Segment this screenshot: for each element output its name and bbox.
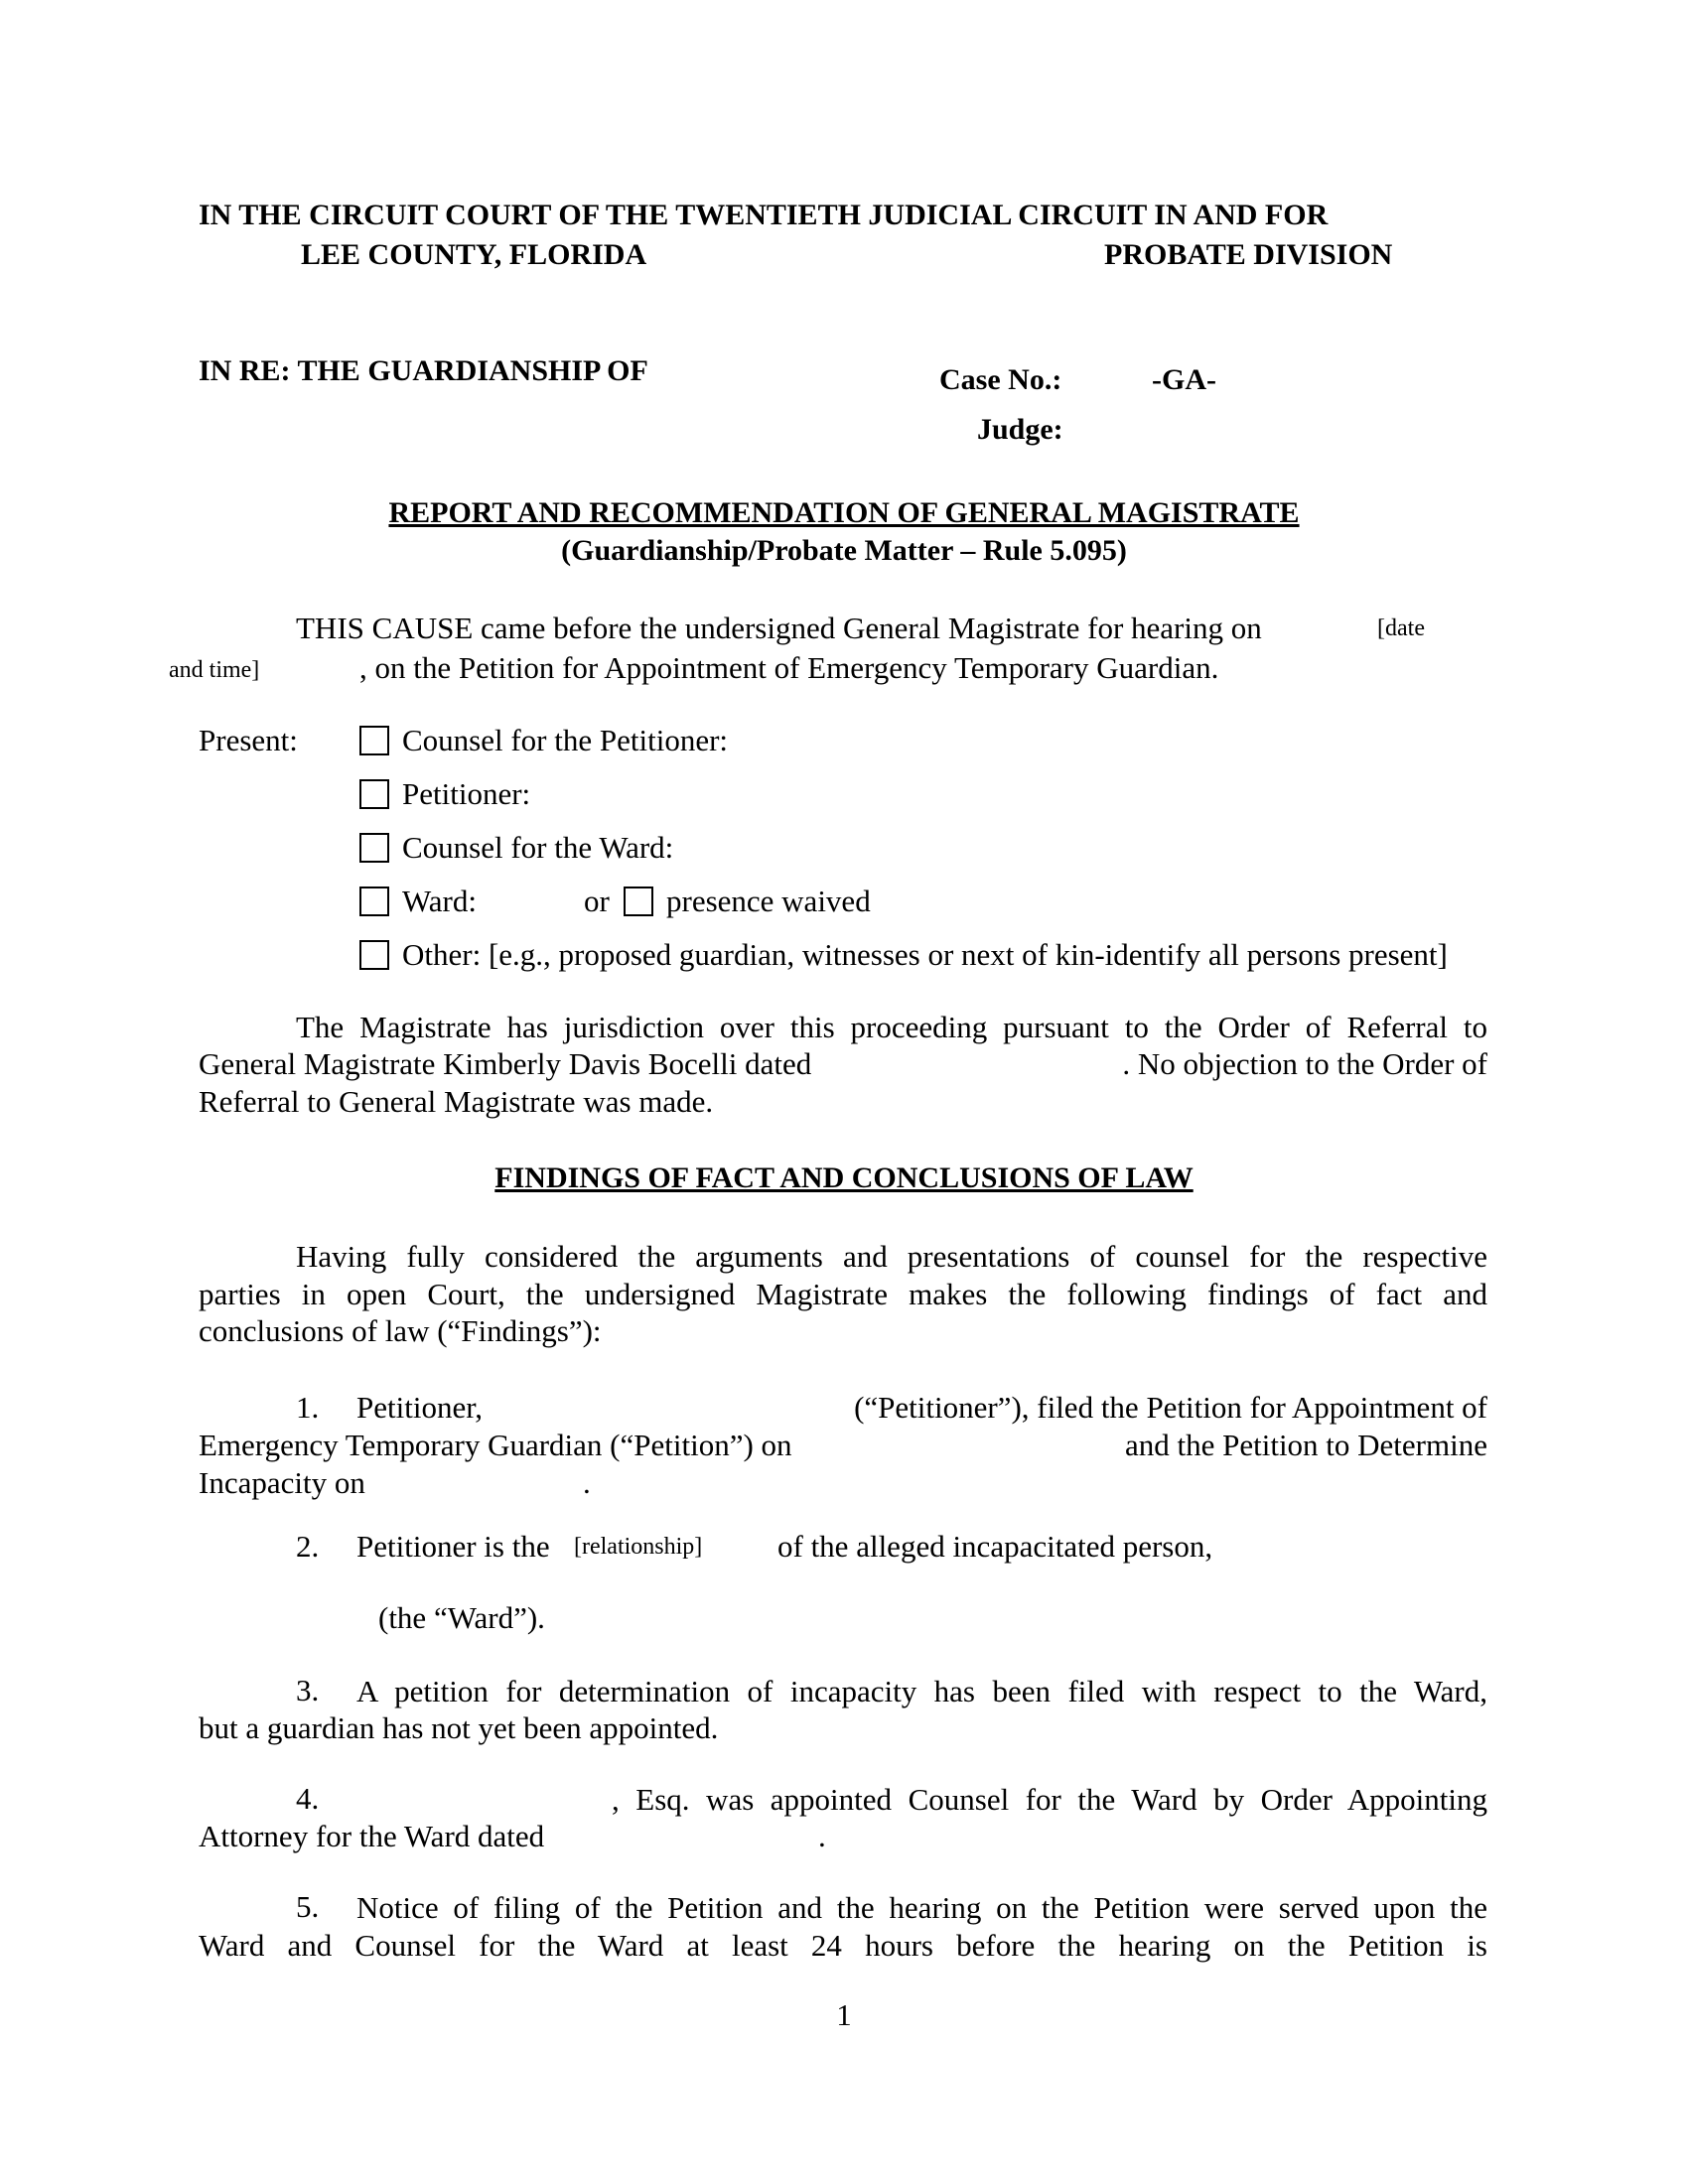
finding-1-text-d: and the Petition to Determine <box>1124 1428 1487 1462</box>
jurisdiction-line2b: . No objection to the Order of <box>1122 1046 1487 1081</box>
petitioner-label: Petitioner: <box>402 776 531 811</box>
finding-2-text-a: Petitioner is the <box>356 1529 550 1564</box>
division-label: PROBATE DIVISION <box>1104 238 1393 271</box>
present-label: Present: <box>199 723 298 757</box>
finding-2-number: 2. <box>296 1529 320 1564</box>
finding-4-text-a: , Esq. was appointed Counsel for the Ward by Order Appointing <box>612 1782 1487 1817</box>
finding-1-text-c: Emergency Temporary Guardian (“Petition”) on <box>199 1428 792 1462</box>
finding-4-number: 4. <box>296 1781 320 1816</box>
other-label: Other: [e.g., proposed guardian, witnesses or next of kin-identify all persons present] <box>402 937 1448 972</box>
intro-line1: THIS CAUSE came before the undersigned General Magistrate for hearing on <box>296 611 1262 645</box>
finding-5-number: 5. <box>296 1889 320 1924</box>
case-no-value: -GA- <box>1152 363 1216 396</box>
intro-line2: , on the Petition for Appointment of Emergency Temporary Guardian. <box>359 650 1219 685</box>
document-subtitle: (Guardianship/Probate Matter – Rule 5.095) <box>561 534 1127 567</box>
judge-label: Judge: <box>977 413 1063 446</box>
case-no-label: Case No.: <box>939 363 1062 396</box>
ward-label: Ward: <box>402 884 477 918</box>
findings-intro-line3: conclusions of law (“Findings”): <box>199 1313 602 1348</box>
document-title: REPORT AND RECOMMENDATION OF GENERAL MAGISTRATE <box>388 496 1300 529</box>
finding-5-text-b: Ward and Counsel for the Ward at least 24 hours before the hearing on the Petition is <box>199 1928 1487 1963</box>
date-time-placeholder-b: and time] <box>169 657 260 683</box>
counsel-ward-checkbox[interactable] <box>359 833 389 863</box>
finding-1-text-f: . <box>583 1465 591 1500</box>
petitioner-checkbox[interactable] <box>359 779 389 809</box>
finding-3-text-b: but a guardian has not yet been appointed. <box>199 1710 719 1745</box>
finding-4-text-c: . <box>818 1819 826 1853</box>
jurisdiction-line2a: General Magistrate Kimberly Davis Bocelli dated <box>199 1046 812 1081</box>
presence-waived-checkbox[interactable] <box>624 887 653 916</box>
ward-checkbox[interactable] <box>359 887 389 916</box>
court-heading-line1: IN THE CIRCUIT COURT OF THE TWENTIETH JUDICIAL CIRCUIT IN AND FOR <box>199 199 1329 231</box>
findings-heading: FINDINGS OF FACT AND CONCLUSIONS OF LAW <box>494 1161 1194 1194</box>
counsel-petitioner-label: Counsel for the Petitioner: <box>402 723 729 757</box>
counsel-ward-label: Counsel for the Ward: <box>402 830 674 865</box>
finding-1-number: 1. <box>296 1390 320 1425</box>
jurisdiction-line3: Referral to General Magistrate was made. <box>199 1084 714 1119</box>
finding-4-text-b: Attorney for the Ward dated <box>199 1819 545 1853</box>
finding-3-number: 3. <box>296 1673 320 1707</box>
findings-intro-line1: Having fully considered the arguments and presentations of counsel for the respective <box>296 1239 1487 1274</box>
other-checkbox[interactable] <box>359 940 389 970</box>
relationship-placeholder: [relationship] <box>574 1534 703 1560</box>
county-label: LEE COUNTY, FLORIDA <box>301 238 647 271</box>
finding-2-text-c: (the “Ward”). <box>378 1600 545 1635</box>
finding-3-text-a: A petition for determination of incapacity has been filed with respect to the Ward, <box>356 1674 1487 1708</box>
date-time-placeholder-a: [date <box>1377 615 1425 641</box>
finding-5-text-a: Notice of filing of the Petition and the hearing on the Petition were served upon the <box>356 1890 1487 1925</box>
presence-waived-label: presence waived <box>666 884 871 918</box>
ward-or-label: or <box>584 884 610 918</box>
findings-intro-line2: parties in open Court, the undersigned Magistrate makes the following findings of fact and <box>199 1277 1487 1311</box>
finding-1-text-a: Petitioner, <box>356 1390 484 1425</box>
finding-1-text-b: (“Petitioner”), filed the Petition for Appointment of <box>854 1390 1487 1425</box>
counsel-petitioner-checkbox[interactable] <box>359 726 389 755</box>
jurisdiction-line1: The Magistrate has jurisdiction over this proceeding pursuant to the Order of Referral to <box>296 1010 1487 1044</box>
in-re-caption: IN RE: THE GUARDIANSHIP OF <box>199 354 648 387</box>
finding-1-text-e: Incapacity on <box>199 1465 365 1500</box>
page-number: 1 <box>836 1997 852 2032</box>
finding-2-text-b: of the alleged incapacitated person, <box>777 1529 1213 1564</box>
